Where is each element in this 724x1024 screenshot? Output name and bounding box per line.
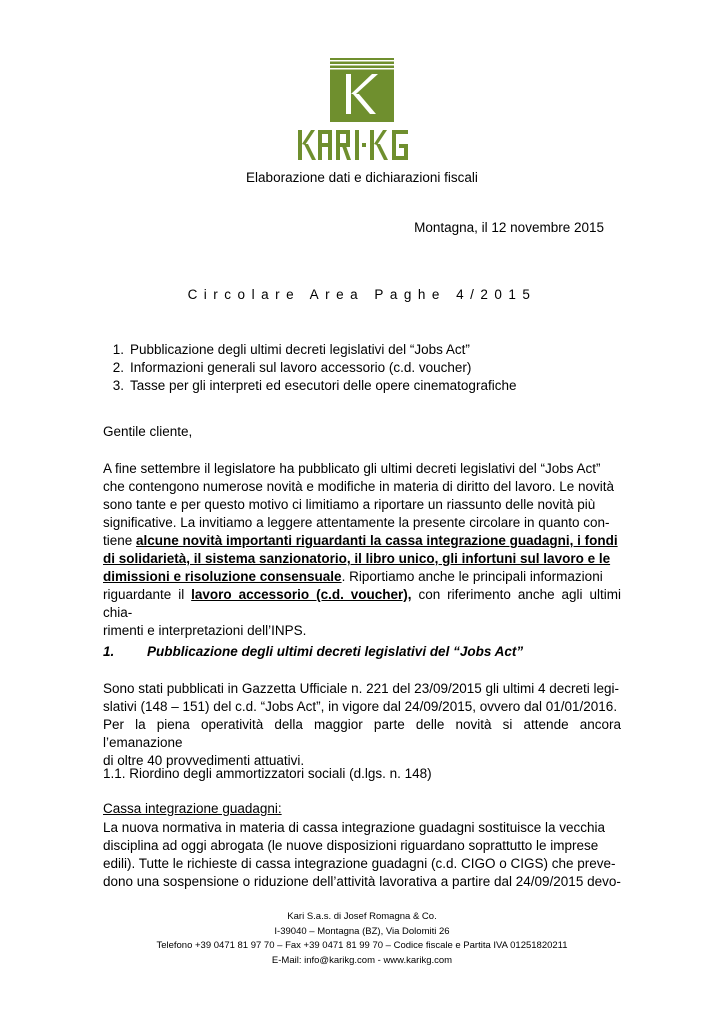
line-text: riguardante il xyxy=(103,587,192,602)
highlight-text: lavoro accessorio (c.d. voucher), xyxy=(191,587,412,602)
line-text: con riferimento anche agli ultimi chia- xyxy=(103,587,621,620)
circular-title: Circolare Area Paghe 4/2015 xyxy=(187,287,537,302)
paragraph-line: rimenti e interpretazioni dell’INPS. xyxy=(103,623,307,638)
intro-paragraph xyxy=(103,460,621,640)
paragraph-line xyxy=(103,532,621,550)
paragraph-line: Per la piena operatività della maggior parte delle novità si attende ancora l’emanazione xyxy=(103,717,621,750)
paragraph-line: slativi (148 – 151) del c.d. “Jobs Act”, in vigore dal 24/09/2015, ovvero dal 01/01/2016. xyxy=(103,699,618,714)
highlight-text: alcune novità importanti riguardanti la cassa integrazione guadagni, i fondi xyxy=(136,533,618,548)
date-line: Montagna, il 12 novembre 2015 xyxy=(414,220,604,235)
paragraph-line xyxy=(103,550,621,568)
cassa-paragraph xyxy=(103,819,621,891)
footer-company: Kari S.a.s. di Josef Romagna & Co. xyxy=(287,911,437,922)
highlight-text: dimissioni e risoluzione consensuale xyxy=(103,569,342,584)
paragraph-line xyxy=(103,568,621,586)
company-logo xyxy=(296,58,428,164)
paragraph-line: Sono stati pubblicati in Gazzetta Ufficiale n. 221 del 23/09/2015 gli ultimi 4 decreti legi- xyxy=(103,681,620,696)
paragraph-line xyxy=(103,586,621,622)
paragraph-line: La nuova normativa in materia di cassa integrazione guadagni sostituisce la vecchia xyxy=(103,820,606,835)
highlight-text: di solidarietà, il sistema sanzionatorio, il libro unico, gli infortuni sul lavoro e le xyxy=(103,551,611,566)
toc-item-text: Pubblicazione degli ultimi decreti legislativi del “Jobs Act” xyxy=(130,342,470,357)
toc-item xyxy=(104,359,516,377)
footer-phone: Telefono +39 0471 81 97 70 – Fax +39 0471 81 99 70 – Codice fiscale e Partita IVA 01251820211 xyxy=(156,940,568,951)
table-of-contents xyxy=(104,341,516,395)
company-tagline: Elaborazione dati e dichiarazioni fiscali xyxy=(246,170,478,185)
toc-item-number: 1. xyxy=(112,342,124,357)
toc-item-text: Tasse per gli interpreti ed esecutori delle opere cinematografiche xyxy=(130,378,517,393)
paragraph-line: dono una sospensione o riduzione dell’attività lavorativa a partire dal 24/09/2015 devo- xyxy=(103,874,621,889)
paragraph-line: A fine settembre il legislatore ha pubblicato gli ultimi decreti legislativi del “Jobs Act” xyxy=(103,461,601,476)
footer-contact: E-Mail: info@karikg.com - www.karikg.com xyxy=(271,954,453,966)
paragraph-line: di oltre 40 provvedimenti attuativi. xyxy=(103,753,305,768)
section-title: Pubblicazione degli ultimi decreti legislativi del “Jobs Act” xyxy=(147,644,524,659)
toc-item xyxy=(104,341,516,359)
cassa-heading: Cassa integrazione guadagni: xyxy=(103,801,282,816)
section-heading xyxy=(103,644,523,659)
toc-item-number: 2. xyxy=(112,360,124,375)
toc-item xyxy=(104,377,516,395)
subsection-heading: 1.1. Riordino degli ammortizzatori sociali (d.lgs. n. 148) xyxy=(103,766,432,781)
paragraph-line: significative. La invitiamo a leggere attentamente la presente circolare in quanto con- xyxy=(103,515,610,530)
toc-item-text: Informazioni generali sul lavoro accessorio (c.d. voucher) xyxy=(130,360,472,375)
salutation: Gentile cliente, xyxy=(103,424,193,439)
line-text: . Riportiamo anche le principali informazioni xyxy=(341,569,603,584)
section-paragraph xyxy=(103,680,621,770)
paragraph-line: sono tante e per questo motivo ci limitiamo a riportare un riassunto delle novità più xyxy=(103,497,596,512)
paragraph-line: edili). Tutte le richieste di cassa integrazione guadagni (c.d. CIGO o CIGS) che preve- xyxy=(103,856,616,871)
line-text: tiene xyxy=(103,533,137,548)
toc-item-number: 3. xyxy=(112,378,124,393)
paragraph-line: che contengono numerose novità e modifiche in materia di diritto del lavoro. Le novità xyxy=(103,479,615,494)
paragraph-line: disciplina ad oggi abrogata (le nuove disposizioni riguardano soprattutto le imprese xyxy=(103,838,599,853)
footer-address: I-39040 – Montagna (BZ), Via Dolomiti 26 xyxy=(274,925,450,937)
section-number: 1. xyxy=(103,644,115,659)
page-footer xyxy=(0,910,724,968)
